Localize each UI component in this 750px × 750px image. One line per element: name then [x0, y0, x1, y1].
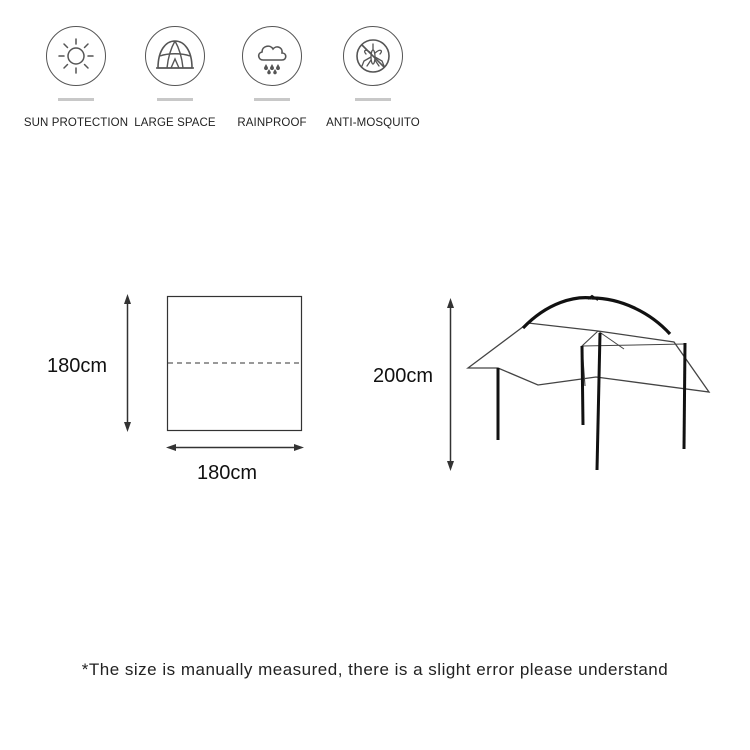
- square-width-label: 180cm: [197, 462, 258, 484]
- square-height-label: 180cm: [47, 355, 108, 377]
- feature-label: SUN PROTECTION: [23, 117, 129, 129]
- height-arrow: [124, 294, 131, 432]
- feature-label: ANTI-MOSQUITO: [326, 117, 420, 129]
- canopy-height-label: 200cm: [373, 365, 434, 387]
- feature-label: LARGE SPACE: [134, 117, 216, 129]
- canopy-illustration: [468, 296, 709, 470]
- canopy-height-arrow: [447, 298, 454, 471]
- measurement-note: *The size is manually measured, there is a slight error please understand: [81, 660, 669, 679]
- square-tarp: [168, 297, 302, 431]
- feature-label: RAINPROOF: [237, 117, 307, 129]
- width-arrow: [166, 444, 304, 451]
